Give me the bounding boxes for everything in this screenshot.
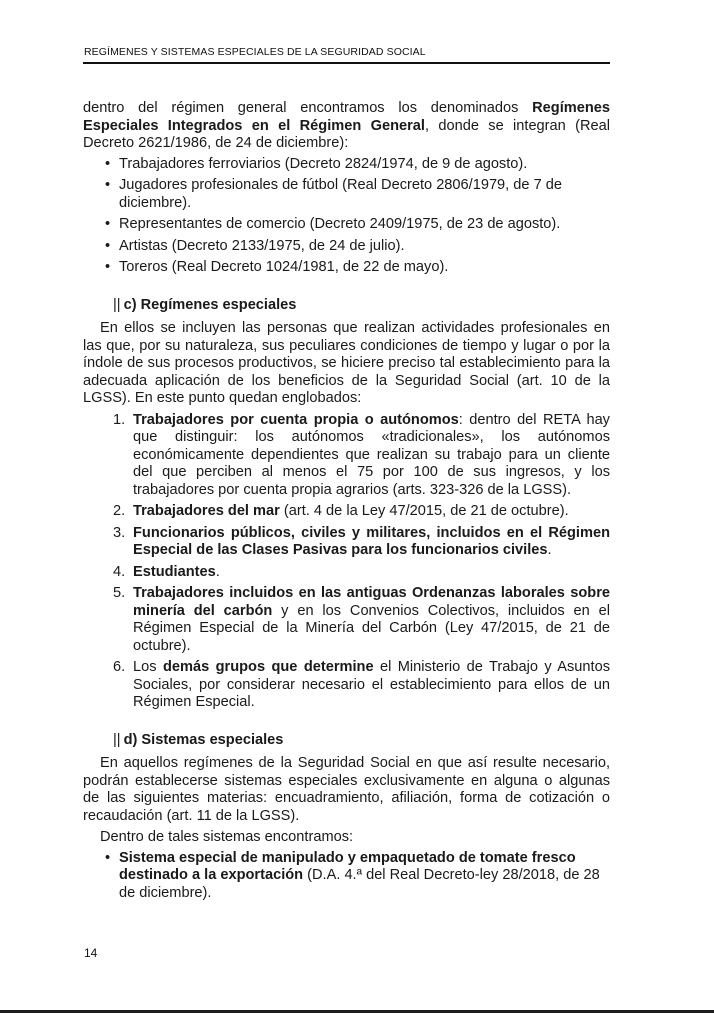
list-item: 5. Trabajadores incluidos en las antiguas Ordenanzas laborales sobre minería del carbón y en los Convenios Colectivos, incluidos en el Régimen Especial de la Minería del Carbón (Ley 47/2015, de 21 de octubre).: [113, 585, 610, 654]
list-item: 6. Los demás grupos que determine el Ministerio de Trabajo y Asuntos Sociales, por considerar necesario el establecimiento para ellos de un Régimen Especial.: [113, 659, 610, 710]
list-item: • Representantes de comercio (Decreto 2409/1975, de 23 de agosto).: [119, 216, 610, 234]
section-c-heading: || c) Regímenes especiales: [113, 296, 297, 313]
section-c-paragraph: En ellos se incluyen las personas que realizan actividades profesionales en las que, por su naturaleza, sus peculiares condiciones de tiempo y lugar o por la índole de sus procesos productivos, se hiciere preciso tal establecimiento para la adecuada aplicación de los beneficios de la Seguridad Social (art. 10 de la LGSS). En este punto quedan englobados:: [83, 320, 610, 406]
section-d-paragraph: En aquellos regímenes de la Seguridad Social en que así resulte necesario, podrán establecerse sistemas especiales exclusivamente en alguna o algunas de las siguientes materias: encuadramiento, afiliación, forma de cotización o recaudación (art. 11 de la LGSS).: [83, 755, 610, 824]
integrated-regimes-list: [83, 156, 610, 277]
special-systems-list: [83, 850, 610, 903]
list-item: • Trabajadores ferroviarios (Decreto 2824/1974, de 9 de agosto).: [119, 156, 610, 174]
list-item: • Toreros (Real Decreto 1024/1981, de 22 de mayo).: [119, 259, 610, 277]
list-item: 2. Trabajadores del mar (art. 4 de la Ley 47/2015, de 21 de octubre).: [113, 503, 569, 519]
page-body: [83, 100, 610, 906]
header-rule: [83, 62, 610, 64]
intro-paragraph: dentro del régimen general encontramos los denominados Regímenes Especiales Integrados en el Régimen General, donde se integran (Real Decreto 2621/1986, de 24 de diciembre):: [83, 100, 610, 151]
section-d-heading: || d) Sistemas especiales: [113, 731, 284, 748]
list-item: • Jugadores profesionales de fútbol (Real Decreto 2806/1979, de 7 de diciembre).: [119, 177, 610, 212]
page-number: 14: [84, 946, 98, 960]
list-item: 4. Estudiantes.: [113, 563, 220, 580]
list-item: • Sistema especial de manipulado y empaquetado de tomate fresco destinado a la exportación (D.A. 4.ª del Real Decreto-ley 28/2018, de 28 de diciembre).: [119, 850, 610, 903]
special-regimes-list: [83, 412, 610, 712]
section-d-intro: Dentro de tales sistemas encontramos:: [100, 829, 354, 845]
running-header: REGÍMENES Y SISTEMAS ESPECIALES DE LA SEGURIDAD SOCIAL: [84, 46, 426, 58]
list-item: 1. Trabajadores por cuenta propia o autónomos: dentro del RETA hay que distinguir: los autónomos «tradicionales», los autónomos económicamente dependientes que realizan su trabajo para un cliente del que perciben al menos el 75 por 100 de sus ingresos, y los trabajadores por cuenta propia agrarios (arts. 323-326 de la LGSS).: [113, 411, 610, 498]
list-item: 3. Funcionarios públicos, civiles y militares, incluidos en el Régimen Especial de las Clases Pasivas para los funcionarios civiles.: [113, 524, 610, 558]
list-item: • Artistas (Decreto 2133/1975, de 24 de julio).: [119, 238, 610, 256]
